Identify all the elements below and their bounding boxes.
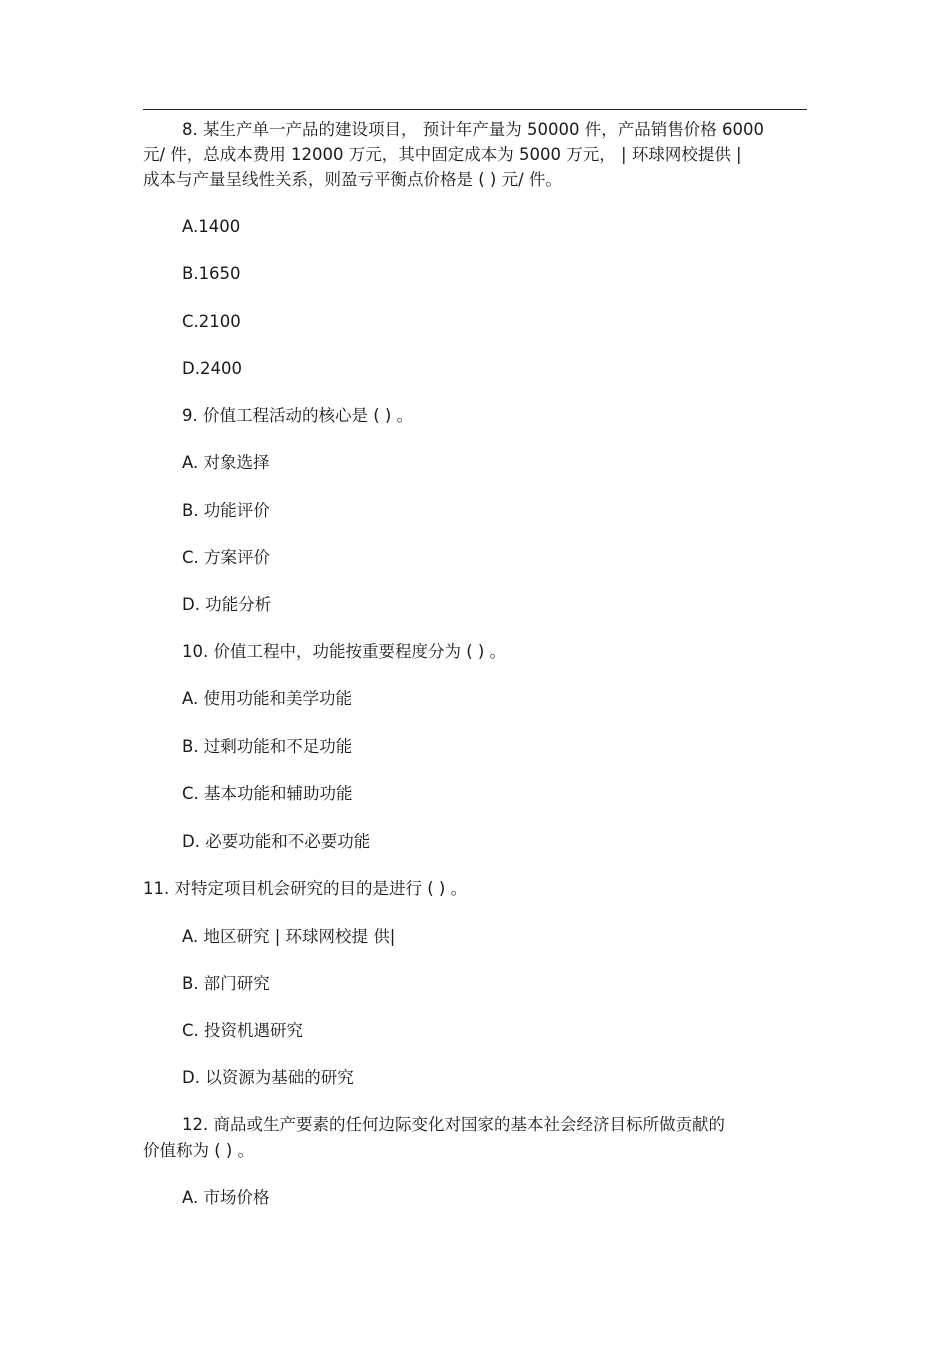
question-9-option-b: B. 功能评价 bbox=[182, 501, 270, 520]
question-8-text-line-2: 元/ 件，总成本费用 12000 万元，其中固定成本为 5000 万元， | 环球网校提供 | bbox=[143, 145, 742, 164]
question-12-text-line-1: 12. 商品或生产要素的任何边际变化对国家的基本社会经济目标所做贡献的 bbox=[182, 1115, 725, 1134]
question-8-text-line-1: 8. 某生产单一产品的建设项目， 预计年产量为 50000 件，产品销售价格 6000 bbox=[182, 120, 764, 139]
question-10-text: 10. 价值工程中，功能按重要程度分为 ( ) 。 bbox=[182, 642, 507, 661]
header-rule bbox=[143, 109, 807, 110]
question-11-option-d: D. 以资源为基础的研究 bbox=[182, 1068, 354, 1087]
question-10-option-b: B. 过剩功能和不足功能 bbox=[182, 737, 353, 756]
question-8-text-line-3: 成本与产量呈线性关系，则盈亏平衡点价格是 ( ) 元/ 件。 bbox=[143, 170, 562, 189]
question-8-option-b: B.1650 bbox=[182, 264, 241, 283]
question-10-option-c: C. 基本功能和辅助功能 bbox=[182, 784, 353, 803]
question-11-option-a: A. 地区研究 | 环球网校提 供| bbox=[182, 927, 396, 946]
question-9-option-c: C. 方案评价 bbox=[182, 548, 271, 567]
question-10-option-a: A. 使用功能和美学功能 bbox=[182, 689, 352, 708]
question-8-option-c: C.2100 bbox=[182, 312, 241, 331]
question-8-option-a: A.1400 bbox=[182, 217, 241, 236]
question-12-option-a: A. 市场价格 bbox=[182, 1188, 270, 1207]
question-9-option-d: D. 功能分析 bbox=[182, 595, 272, 614]
question-12-text-line-2: 价值称为 ( ) 。 bbox=[143, 1141, 255, 1160]
question-8-option-d: D.2400 bbox=[182, 359, 242, 378]
question-11-option-b: B. 部门研究 bbox=[182, 974, 270, 993]
question-11-option-c: C. 投资机遇研究 bbox=[182, 1021, 304, 1040]
question-9-option-a: A. 对象选择 bbox=[182, 453, 270, 472]
question-11-text: 11. 对特定项目机会研究的目的是进行 ( ) 。 bbox=[143, 879, 468, 898]
question-10-option-d: D. 必要功能和不必要功能 bbox=[182, 832, 371, 851]
question-9-text: 9. 价值工程活动的核心是 ( ) 。 bbox=[182, 406, 414, 425]
